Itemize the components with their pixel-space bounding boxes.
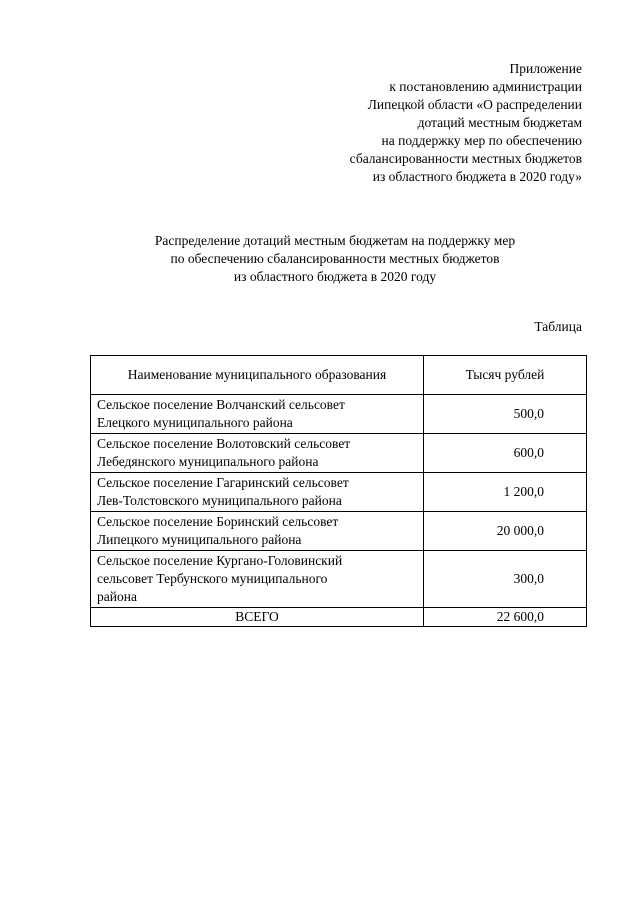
table-row bbox=[91, 395, 587, 434]
amount-cell: 500,0 bbox=[424, 395, 587, 434]
amount-cell: 300,0 bbox=[424, 551, 587, 608]
name-line: Липецкого муниципального района bbox=[97, 532, 302, 547]
header-name: Наименование муниципального образования bbox=[91, 356, 424, 395]
appendix-line: к постановлению администрации bbox=[389, 79, 582, 94]
appendix-line: Приложение bbox=[509, 61, 582, 76]
name-line: Сельское поселение Волотовский сельсовет bbox=[97, 436, 351, 451]
title-line: из областного бюджета в 2020 году bbox=[233, 269, 437, 284]
appendix-block bbox=[350, 60, 582, 186]
header-value: Тысяч рублей bbox=[424, 356, 587, 395]
appendix-line: на поддержку мер по обеспечению bbox=[381, 133, 582, 148]
appendix-line: из областного бюджета в 2020 году» bbox=[372, 169, 582, 184]
municipality-name bbox=[91, 434, 424, 473]
table-row bbox=[91, 434, 587, 473]
name-line: Сельское поселение Волчанский сельсовет bbox=[97, 397, 345, 412]
table-row bbox=[91, 551, 587, 608]
document-title bbox=[0, 232, 640, 286]
appendix-line: дотаций местным бюджетам bbox=[417, 115, 582, 130]
name-line: Елецкого муниципального района bbox=[97, 415, 293, 430]
distribution-table bbox=[90, 355, 587, 627]
title-line: Распределение дотаций местным бюджетам на поддержку мер bbox=[154, 233, 516, 248]
name-line: Сельское поселение Боринский сельсовет bbox=[97, 514, 339, 529]
municipality-name bbox=[91, 395, 424, 434]
table-row bbox=[91, 473, 587, 512]
table-header-row bbox=[91, 356, 587, 395]
appendix-line: сбалансированности местных бюджетов bbox=[349, 151, 582, 166]
name-line: Сельское поселение Гагаринский сельсовет bbox=[97, 475, 349, 490]
total-label: ВСЕГО bbox=[91, 608, 424, 627]
name-line: Лебедянского муниципального района bbox=[97, 454, 319, 469]
municipality-name bbox=[91, 473, 424, 512]
amount-cell: 600,0 bbox=[424, 434, 587, 473]
municipality-name bbox=[91, 512, 424, 551]
table-label: Таблица bbox=[534, 319, 582, 334]
name-line: Лев-Толстовского муниципального района bbox=[97, 493, 342, 508]
name-line: района bbox=[97, 589, 137, 604]
title-line: по обеспечению сбалансированности местных бюджетов bbox=[170, 251, 500, 266]
name-line: сельсовет Тербунского муниципального bbox=[97, 571, 328, 586]
municipality-name bbox=[91, 551, 424, 608]
amount-cell: 1 200,0 bbox=[424, 473, 587, 512]
table-total-row bbox=[91, 608, 587, 627]
appendix-line: Липецкой области «О распределении bbox=[367, 97, 582, 112]
amount-cell: 20 000,0 bbox=[424, 512, 587, 551]
name-line: Сельское поселение Кургано-Головинский bbox=[97, 553, 343, 568]
table-row bbox=[91, 512, 587, 551]
total-amount: 22 600,0 bbox=[424, 608, 587, 627]
